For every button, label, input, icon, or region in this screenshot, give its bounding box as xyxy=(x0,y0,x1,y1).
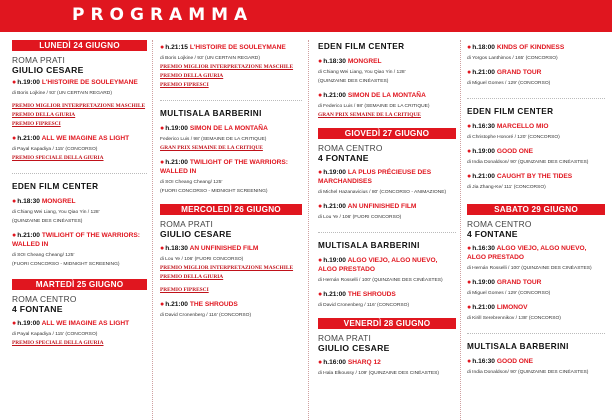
film-award: PREMIO FIPRESCI xyxy=(160,287,209,293)
screening xyxy=(467,357,605,377)
screening-time: h.16:30 xyxy=(472,123,495,130)
film-title: SIMON DE LA MONTAÑA xyxy=(347,92,426,99)
screening xyxy=(12,134,147,163)
bullet-icon: ● xyxy=(160,125,165,132)
divider xyxy=(160,100,302,101)
venue-name: MULTISALA BARBERINI xyxy=(467,342,569,351)
column-divider xyxy=(152,40,153,420)
film-credit: di Christophe Honoré / 120' (CONCORSO) xyxy=(467,135,560,140)
divider xyxy=(467,333,605,334)
film-award: PREMIO MIGLIOR INTERPRETAZIONE MASCHILE xyxy=(160,265,294,271)
column-2 xyxy=(160,40,302,320)
film-title: ALL WE IMAGINE AS LIGHT xyxy=(41,135,130,142)
screening-time: h.19:00 xyxy=(323,169,346,176)
film-credit: di Payal Kapadiya / 115' (CONCORSO) xyxy=(12,147,98,152)
bullet-icon: ● xyxy=(467,279,472,286)
film-credit: Federico Luis / 98' (SEMAINE DE LA CRITIQUE) xyxy=(160,137,267,142)
film-title: MARCELLO MIO xyxy=(496,123,549,130)
film-credit: di Kirill Serebrennikov / 138' (CONCORSO) xyxy=(467,316,561,321)
column-divider xyxy=(460,40,461,420)
film-award: PREMIO SPECIALE DELLA GIURIA xyxy=(12,155,104,161)
film-title: TWILIGHT OF THE WARRIORS: WALLED IN xyxy=(12,232,140,248)
film-credit: di Michel Hazanavicius / 80' (CONCORSO - ANIMAZIONE) xyxy=(318,190,447,195)
bullet-icon: ● xyxy=(160,245,165,252)
screening-time: h.19:00 xyxy=(472,148,495,155)
film-title: ALGO VIEJO, ALGO NUEVO, ALGO PRESTADO xyxy=(318,257,438,273)
film-title: MONGREL xyxy=(41,198,76,205)
screening-time: h.21:00 xyxy=(472,173,495,180)
venue-area: ROMA PRATI xyxy=(318,333,372,343)
screening-time: h.19:00 xyxy=(165,125,188,132)
film-credit: di Miguel Gomes / 129' (CONCORSO) xyxy=(467,81,551,86)
venue-name: 4 FONTANE xyxy=(318,153,369,163)
bullet-icon: ● xyxy=(160,301,165,308)
film-credit: di Hernán Rosselli / 100' (QUINZAINE DES CINÉASTES) xyxy=(318,278,443,283)
film-credit: di Chiang Wei Liang, You Qiao Yin / 128' xyxy=(12,210,100,215)
screening xyxy=(160,300,302,320)
film-credit: di Federico Luis / 98' (SEMAINE DE LA CRITIQUE) xyxy=(318,104,430,109)
film-credit: di Hernán Rosselli / 100' (QUINZAINE DES CINÉASTES) xyxy=(467,266,592,271)
screening xyxy=(160,244,302,295)
screening xyxy=(318,290,456,310)
venue-name: 4 FONTANE xyxy=(12,304,63,314)
venue-area: ROMA PRATI xyxy=(12,55,66,65)
film-title: GOOD ONE xyxy=(496,148,534,155)
film-title: KINDS OF KINDNESS xyxy=(496,44,565,51)
film-title: GRAND TOUR xyxy=(496,69,542,76)
screening-time: h.21:15 xyxy=(165,44,188,51)
screening xyxy=(12,319,147,348)
film-title: TWILIGHT OF THE WARRIORS: WALLED IN xyxy=(160,159,288,175)
screening-time: h.21:00 xyxy=(17,232,40,239)
film-award: PREMIO FIPRESCI xyxy=(12,121,61,127)
film-title: LIMONOV xyxy=(496,304,528,311)
screening-time: h.21:00 xyxy=(165,159,188,166)
film-credit: di Lou Ye / 106' (FUORI CONCORSO) xyxy=(318,215,402,220)
film-award: PREMIO DELLA GIURIA xyxy=(12,112,76,118)
bullet-icon: ● xyxy=(318,203,323,210)
bullet-icon: ● xyxy=(318,359,323,366)
day-header: VENERDÌ 28 GIUGNO xyxy=(318,318,456,329)
film-award: PREMIO SPECIALE DELLA GIURIA xyxy=(12,340,104,346)
screening xyxy=(318,57,456,86)
film-credit: di Boris Lojkine / 93' (UN CERTAIN REGARD) xyxy=(12,91,112,96)
film-title: SIMON DE LA MONTAÑA xyxy=(189,125,268,132)
bullet-icon: ● xyxy=(160,44,165,51)
bullet-icon: ● xyxy=(12,79,17,86)
venue-name: EDEN FILM CENTER xyxy=(318,42,405,51)
bullet-icon: ● xyxy=(12,232,17,239)
venue-name: MULTISALA BARBERINI xyxy=(160,109,262,118)
screening-time: h.21:00 xyxy=(472,304,495,311)
screening xyxy=(467,68,605,88)
screening xyxy=(467,278,605,298)
column-1 xyxy=(12,40,147,348)
bullet-icon: ● xyxy=(467,69,472,76)
film-award: PREMIO DELLA GIURIA xyxy=(160,73,224,79)
screening xyxy=(467,244,605,273)
bullet-icon: ● xyxy=(467,358,472,365)
bullet-icon: ● xyxy=(318,291,323,298)
bullet-icon: ● xyxy=(160,159,165,166)
film-credit: di Payal Kapadiya / 115' (CONCORSO) xyxy=(12,332,98,337)
film-award: PREMIO FIPRESCI xyxy=(160,82,209,88)
venue-name: EDEN FILM CENTER xyxy=(467,107,554,116)
screening-time: h.18:00 xyxy=(472,44,495,51)
screening xyxy=(12,231,147,269)
film-title: SHARQ 12 xyxy=(347,359,381,366)
film-title: AN UNFINISHED FILM xyxy=(189,245,259,252)
day-header: SABATO 29 GIUGNO xyxy=(467,204,605,215)
day-header: MARTEDÌ 25 GIUGNO xyxy=(12,279,147,290)
divider xyxy=(467,98,605,99)
screening-time: h.18:30 xyxy=(165,245,188,252)
film-credit: (FUORI CONCORSO - MIDNIGHT SCREENING) xyxy=(160,189,268,194)
screening-time: h.18:30 xyxy=(323,58,346,65)
film-credit: di Chiang Wei Liang, You Qiao Yin / 128' xyxy=(318,70,406,75)
screening xyxy=(318,256,456,285)
page-title: PROGRAMMA xyxy=(72,5,254,25)
film-credit: (QUINZAINE DES CINÉASTES) xyxy=(12,219,83,224)
film-credit: di SOI Cheang Cheang/ 125' xyxy=(160,180,223,185)
bullet-icon: ● xyxy=(12,135,17,142)
film-title: ALL WE IMAGINE AS LIGHT xyxy=(41,320,130,327)
film-award: GRAN PRIX SEMAINE DE LA CRITIQUE xyxy=(318,112,421,118)
screening xyxy=(467,147,605,167)
bullet-icon: ● xyxy=(318,169,323,176)
film-credit: di SOI Cheang Cheang/ 125' xyxy=(12,253,75,258)
screening xyxy=(318,202,456,222)
film-title: ALGO VIEJO, ALGO NUEVO, ALGO PRESTADO xyxy=(467,245,587,261)
screening-time: h.21:00 xyxy=(323,291,346,298)
screening-time: h.21:00 xyxy=(472,69,495,76)
bullet-icon: ● xyxy=(12,198,17,205)
film-credit: di Lou Ye / 106' (FUORI CONCORSO) xyxy=(160,257,244,262)
film-title: CAUGHT BY THE TIDES xyxy=(496,173,573,180)
day-header: MERCOLEDÌ 26 GIUGNO xyxy=(160,204,302,215)
film-credit: (QUINZAINE DES CINÉASTES) xyxy=(318,79,389,84)
screening xyxy=(467,43,605,63)
venue-name: EDEN FILM CENTER xyxy=(12,182,99,191)
screening xyxy=(318,358,456,378)
film-title: L'HISTOIRE DE SOULEYMANE xyxy=(41,79,138,86)
film-title: GOOD ONE xyxy=(496,358,534,365)
day-header: LUNEDÌ 24 GIUGNO xyxy=(12,40,147,51)
column-3 xyxy=(318,40,456,378)
film-credit: di David Cronenberg / 116' (CONCORSO) xyxy=(318,303,410,308)
film-credit: di Jia Zhang-Ke/ 111' (CONCORSO) xyxy=(467,185,546,190)
screening xyxy=(12,197,147,226)
venue-name: GIULIO CESARE xyxy=(318,343,390,353)
column-divider xyxy=(308,40,309,420)
bullet-icon: ● xyxy=(467,173,472,180)
screening-time: h.19:00 xyxy=(17,79,40,86)
film-title: LA PLUS PRÉCIEUSE DES MARCHANDISES xyxy=(318,169,432,185)
film-credit: di India Donaldson/ 90' (QUINZAINE DES CINÉASTES) xyxy=(467,370,589,375)
venue-name: MULTISALA BARBERINI xyxy=(318,241,420,250)
day-header: GIOVEDÌ 27 GIUGNO xyxy=(318,128,456,139)
screening-time: h.16:30 xyxy=(472,245,495,252)
film-credit: di Boris Lojkine / 93' (UN CERTAIN REGARD) xyxy=(160,56,260,61)
divider xyxy=(12,173,147,174)
bullet-icon: ● xyxy=(318,92,323,99)
venue-name: GIULIO CESARE xyxy=(12,65,84,75)
film-award: GRAN PRIX SEMAINE DE LA CRITIQUE xyxy=(160,145,263,151)
venue-area: ROMA PRATI xyxy=(160,219,214,229)
screening-time: h.16:00 xyxy=(323,359,346,366)
screening xyxy=(160,158,302,196)
screening xyxy=(160,43,302,90)
bullet-icon: ● xyxy=(318,58,323,65)
screening xyxy=(467,172,605,192)
venue-name: 4 FONTANE xyxy=(467,229,518,239)
film-title: AN UNFINISHED FILM xyxy=(347,203,417,210)
screening-time: h.19:00 xyxy=(472,279,495,286)
screening xyxy=(318,168,456,197)
film-credit: di Miguel Gomes / 129' (CONCORSO) xyxy=(467,291,551,296)
venue-area: ROMA CENTRO xyxy=(12,294,77,304)
film-credit: di India Donaldson/ 90' (QUINZAINE DES CINÉASTES) xyxy=(467,160,589,165)
screening-time: h.21:00 xyxy=(323,92,346,99)
screening xyxy=(12,78,147,129)
bullet-icon: ● xyxy=(467,123,472,130)
screening-time: h.21:00 xyxy=(323,203,346,210)
header-bar xyxy=(0,0,612,32)
screening-time: h.18:30 xyxy=(17,198,40,205)
screening-time: h.21:00 xyxy=(17,135,40,142)
film-award: PREMIO MIGLIOR INTERPRETAZIONE MASCHILE xyxy=(12,103,146,109)
bullet-icon: ● xyxy=(467,304,472,311)
film-award: PREMIO MIGLIOR INTERPRETAZIONE MASCHILE xyxy=(160,64,294,70)
film-title: GRAND TOUR xyxy=(496,279,542,286)
film-award: PREMIO DELLA GIURIA xyxy=(160,274,224,280)
film-credit: di Hala Elkoussy / 109' (QUINZAINE DES CINÉASTES) xyxy=(318,371,440,376)
film-title: MONGREL xyxy=(347,58,382,65)
film-credit: di Yorgos Lanthimos / 165' (CONCORSO) xyxy=(467,56,558,61)
film-credit: di David Cronenberg / 116' (CONCORSO) xyxy=(160,313,252,318)
bullet-icon: ● xyxy=(467,148,472,155)
film-title: THE SHROUDS xyxy=(347,291,396,298)
film-credit: (FUORI CONCORSO - MIDNIGHT SCREENING) xyxy=(12,262,120,267)
bullet-icon: ● xyxy=(467,245,472,252)
bullet-icon: ● xyxy=(12,320,17,327)
screening-time: h.21:00 xyxy=(165,301,188,308)
screening xyxy=(467,303,605,323)
venue-area: ROMA CENTRO xyxy=(467,219,532,229)
bullet-icon: ● xyxy=(467,44,472,51)
venue-area: ROMA CENTRO xyxy=(318,143,383,153)
screening xyxy=(318,91,456,120)
film-title: THE SHROUDS xyxy=(189,301,238,308)
screening-time: h.19:00 xyxy=(17,320,40,327)
screening-time: h.16:30 xyxy=(472,358,495,365)
screening xyxy=(467,122,605,142)
column-4 xyxy=(467,40,605,377)
divider xyxy=(318,232,456,233)
venue-name: GIULIO CESARE xyxy=(160,229,232,239)
screening xyxy=(160,124,302,153)
screening-time: h.19:00 xyxy=(323,257,346,264)
film-title: L'HISTOIRE DE SOULEYMANE xyxy=(189,44,286,51)
bullet-icon: ● xyxy=(318,257,323,264)
